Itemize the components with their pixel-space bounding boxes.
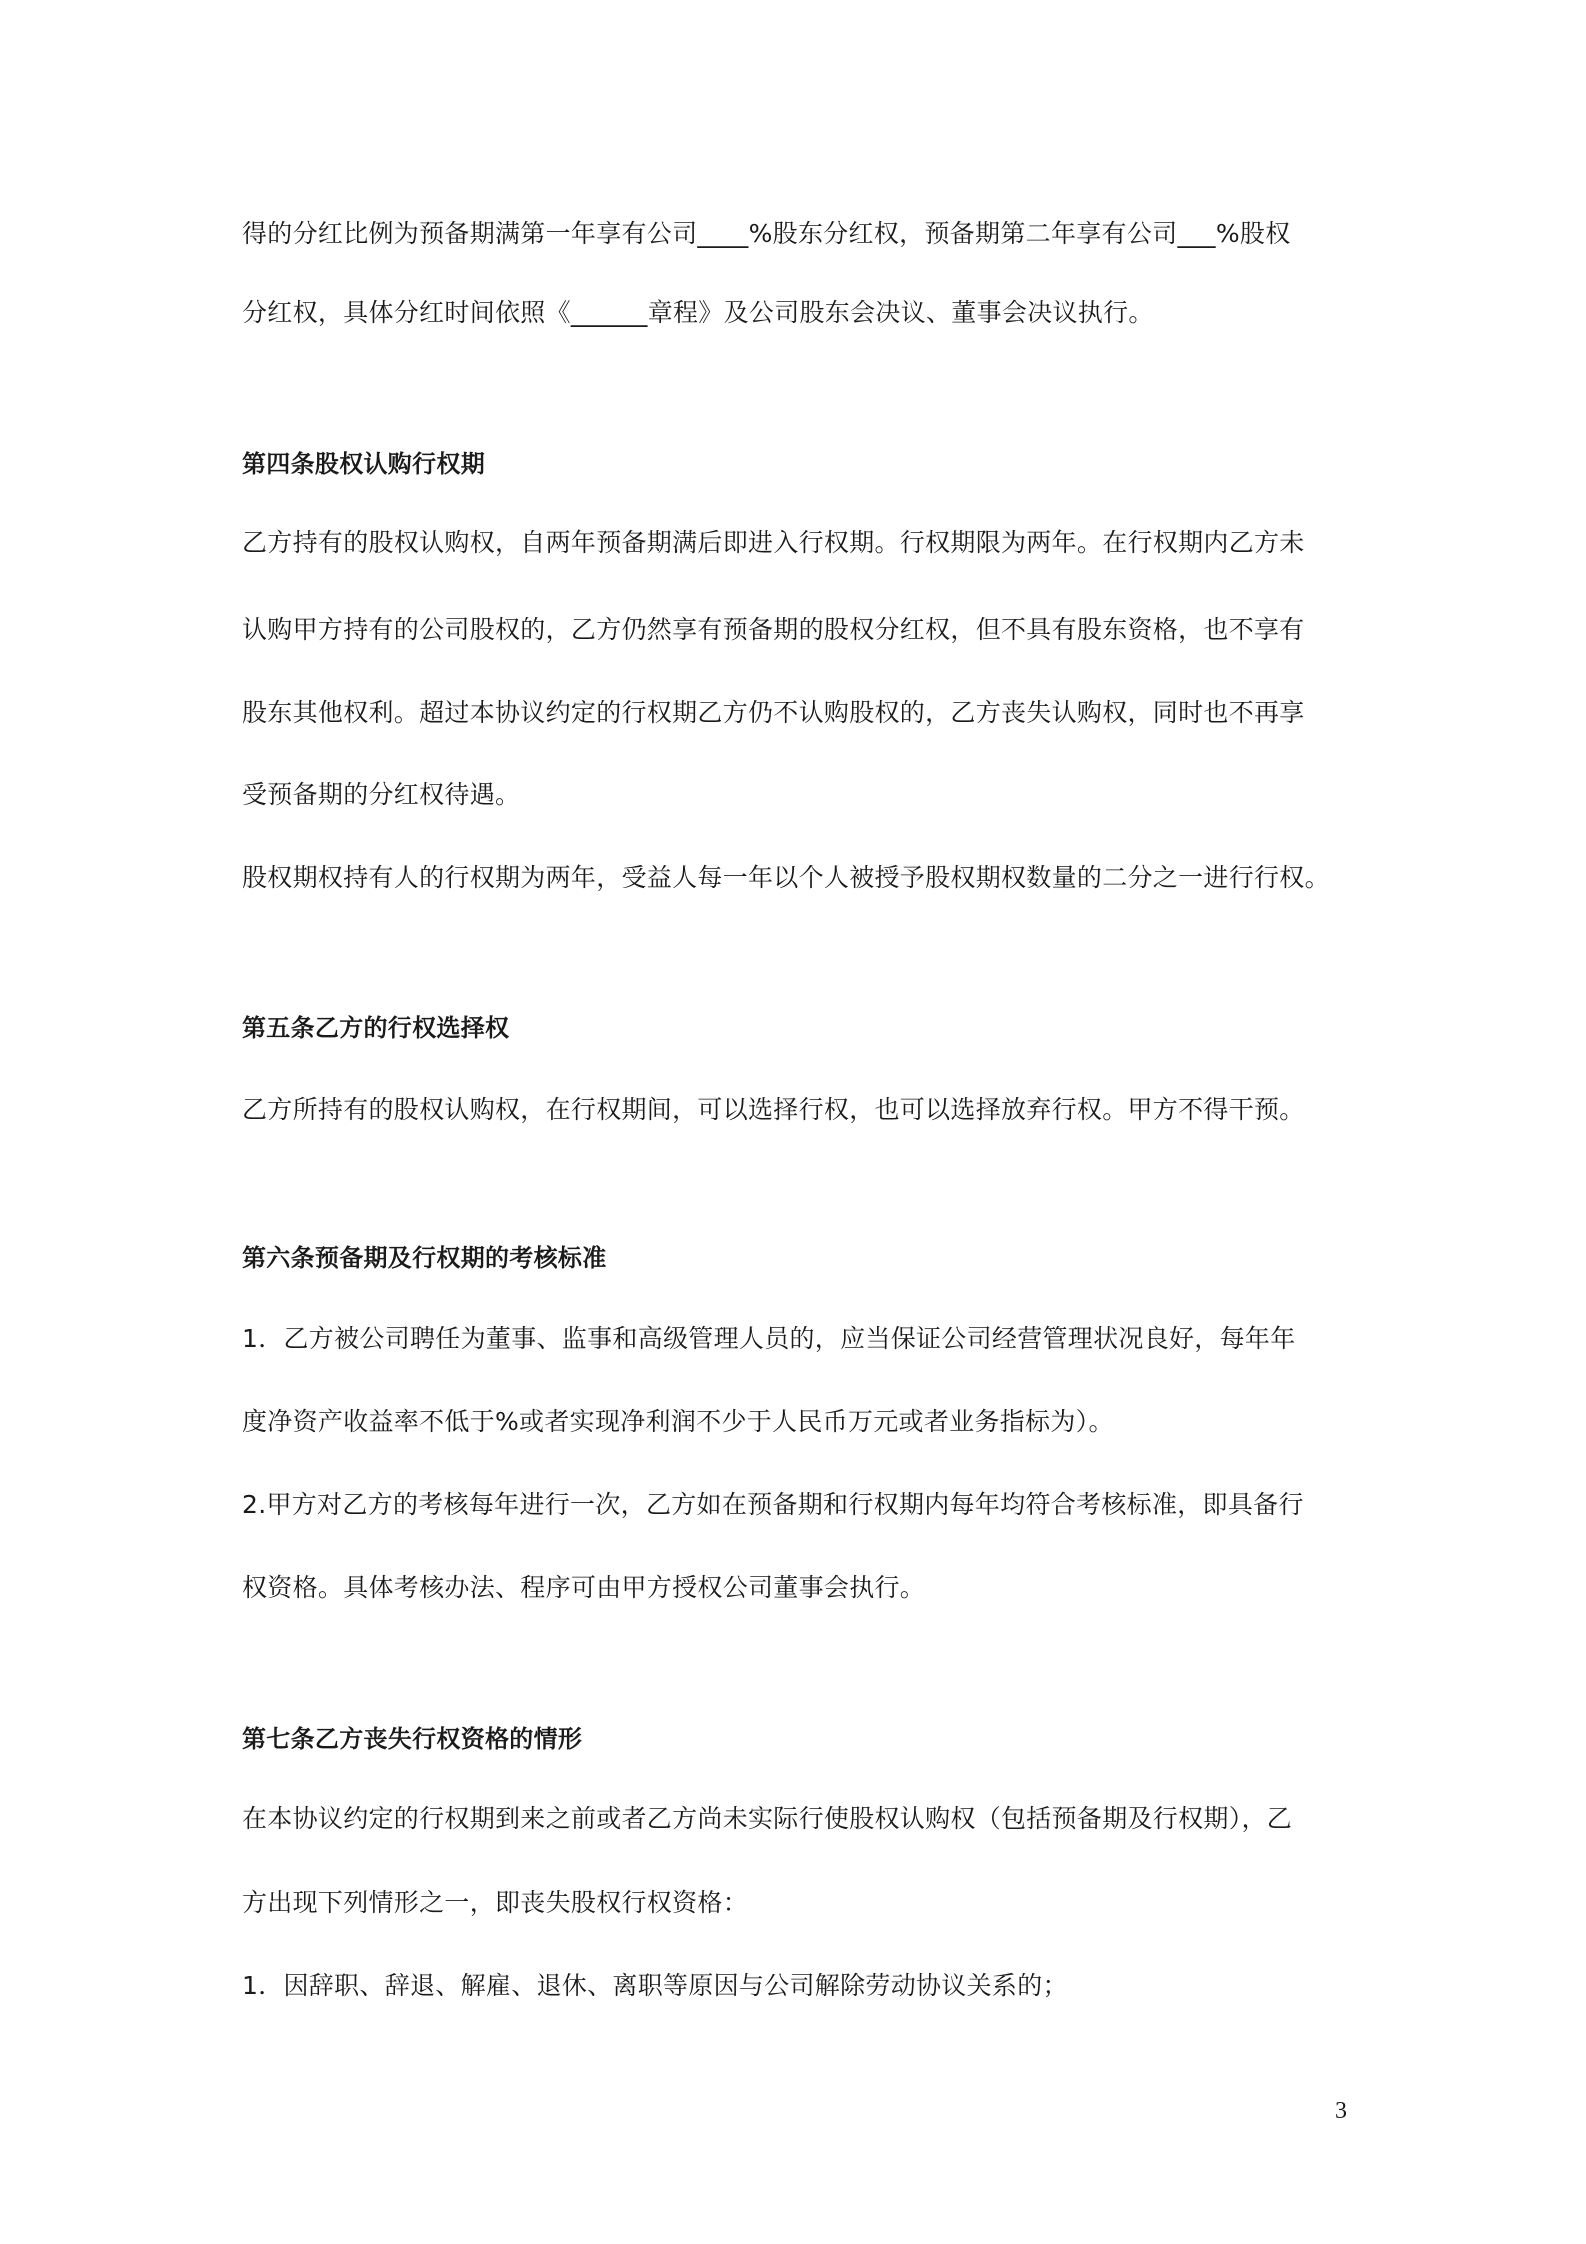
section-heading: 第七条乙方丧失行权资格的情形	[242, 1725, 583, 1753]
section-heading: 第五条乙方的行权选择权	[242, 1014, 510, 1042]
paragraph-line: 乙方持有的股权认购权，自两年预备期满后即进入行权期。行权期限为两年。在行权期内乙方未	[242, 528, 1305, 557]
paragraph-line: 受预备期的分红权待遇。	[242, 780, 521, 809]
paragraph-line: 在本协议约定的行权期到来之前或者乙方尚未实际行使股权认购权（包括预备期及行权期），乙	[242, 1804, 1293, 1833]
paragraph-line: 股东其他权利。超过本协议约定的行权期乙方仍不认购股权的，乙方丧失认购权，同时也不再享	[242, 698, 1305, 727]
paragraph-line: 方出现下列情形之一，即丧失股权行权资格：	[242, 1888, 749, 1917]
paragraph-line: 乙方所持有的股权认购权，在行权期间，可以选择行权，也可以选择放弃行权。甲方不得干预。	[242, 1095, 1305, 1124]
section-heading: 第四条股权认购行权期	[242, 450, 485, 478]
paragraph-line: 1．乙方被公司聘任为董事、监事和高级管理人员的，应当保证公司经营管理状况良好，每年年	[242, 1324, 1296, 1353]
paragraph-line: 认购甲方持有的公司股权的，乙方仍然享有预备期的股权分红权，但不具有股东资格，也不享有	[242, 615, 1305, 644]
paragraph-line: 股权期权持有人的行权期为两年，受益人每一年以个人被授予股权期权数量的二分之一进行行权。	[242, 863, 1330, 892]
section-heading: 第六条预备期及行权期的考核标准	[242, 1244, 607, 1272]
paragraph-line: 分红权，具体分红时间依照《______章程》及公司股东会决议、董事会决议执行。	[242, 298, 1154, 327]
paragraph-line: 权资格。具体考核办法、程序可由甲方授权公司董事会执行。	[242, 1573, 926, 1602]
paragraph-line: 2.甲方对乙方的考核每年进行一次，乙方如在预备期和行权期内每年均符合考核标准，即具备行	[242, 1490, 1304, 1519]
page-number: 3	[1335, 2098, 1347, 2124]
paragraph-line: 度净资产收益率不低于%或者实现净利润不少于人民币万元或者业务指标为）。	[242, 1407, 1114, 1436]
paragraph-line: 1．因辞职、辞退、解雇、退休、离职等原因与公司解除劳动协议关系的；	[242, 1971, 1068, 2000]
paragraph-line: 得的分红比例为预备期满第一年享有公司____%股东分红权，预备期第二年享有公司___%股权	[242, 219, 1291, 248]
